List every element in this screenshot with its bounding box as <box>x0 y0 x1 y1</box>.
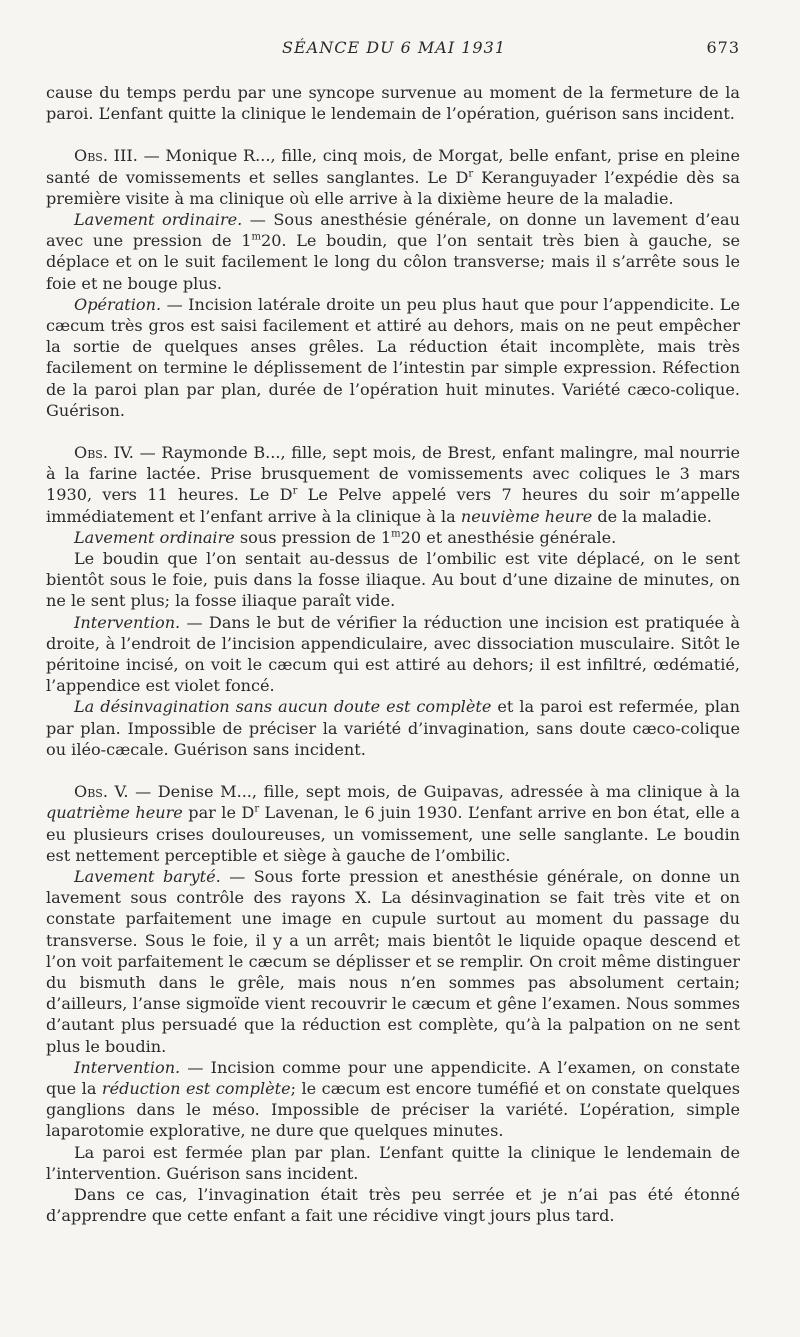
running-title: SÉANCE DU 6 MAI 1931 <box>282 38 506 57</box>
obs-5-recidive: Dans ce cas, l’invagination était très peu serrée et je n’ai pas été étonné d’apprendre que cette enfant a fait une récidive vingt jours plus tard. <box>46 1184 740 1226</box>
obs-4-intro <box>46 442 740 527</box>
obs-5-intervention <box>46 1057 740 1142</box>
obs-4-intervention <box>46 612 740 697</box>
section-heading-italic: Lavement ordinaire. <box>74 210 243 230</box>
paragraph-continuation: cause du temps perdu par une syncope survenue au moment de la fermeture de la paroi. L’enfant quitte la clinique le lendemain de l’opération, guérison sans incident. <box>46 83 740 124</box>
superscript: m <box>391 528 401 540</box>
text-run: 20. Le boudin, que l’on sentait très bien à gauche, se déplace et on le suit facilement le long du côlon transverse; mais il s’arrête sous le foie et ne bouge plus. <box>46 231 741 293</box>
superscript: r <box>254 803 260 815</box>
obs-label: Obs. III. <box>74 146 138 166</box>
text-run: Lavenan, le 6 juin 1930. L’enfant arrive en bon état, elle a eu plusieurs crises douloureuses, un vomissement, une selle sanglante. Le boudin est nettement perceptible et siège à gauche de l’ombilic. <box>46 803 740 865</box>
text-run: — Sous forte pression et anesthésie générale, on donne un lavement sous contrôle des rayons X. La désinvagination se fait très vite et on constate parfaitement une image en cupule surtout au moment du passage du transverse. Sous le foie, il y a un arrêt; mais bientôt le liquide opaque descend et l’on voit parfaitement le cæcum se déplisser et se remplir. On croit même distinguer du bismuth dans le grêle, mais nous n’en sommes pas absolument certain; d’ailleurs, l’anse sigmoïde vient recouvrir le cæcum et gêne l’examen. Nous sommes d’autant plus persuadé que la réduction est complète, qu’à la palpation on ne sent plus le boudin. <box>46 866 740 1056</box>
section-heading-italic: Intervention. <box>74 612 181 632</box>
text-run: Le Pelve appelé vers 7 heures du soir m’appelle immédiatement et l’enfant arrive à la clinique à la <box>46 485 740 526</box>
obs-4-boudin: Le boudin que l’on sentait au-dessus de l’ombilic est vite déplacé, on le sent bientôt sous le foie, puis dans la fosse iliaque. Au bout d’une dizaine de minutes, on ne le sent plus; la fosse iliaque paraît vide. <box>46 549 740 611</box>
text-run: ; le cæcum est encore tuméfié et on constate quelques ganglions dans le méso. Impossible de préciser la variété. L’opération, simple laparotomie explorative, ne dure que quelques minutes. <box>46 1078 740 1141</box>
obs-4-lavement <box>46 527 740 548</box>
text-run: — Dans le but de vérifier la réduction une incision est pratiquée à droite, à l’endroit de l’incision appendiculaire, avec dissociation musculaire. Sitôt le péritoine incisé, on voit le cæcum qui est attiré au dehors; il est infiltré, œdématié, l’appendice est violet foncé. <box>46 612 740 696</box>
obs-label: Obs. V. <box>74 782 129 802</box>
section-heading-italic: Lavement baryté. <box>74 866 221 886</box>
italic-phrase: neuvième heure <box>460 506 593 526</box>
section-heading-italic: Intervention. <box>74 1057 181 1077</box>
obs-5-paroi: La paroi est fermée plan par plan. L’enfant quitte la clinique le lendemain de l’intervention. Guérison sans incident. <box>46 1142 740 1183</box>
text-run: — Sous anesthésie générale, on donne un lavement d’eau avec une pression de 1 <box>46 210 740 251</box>
text-run: par le D <box>182 803 255 823</box>
text-run: de la maladie. <box>592 506 712 526</box>
text-run: Keranguyader l’expédie dès sa première visite à ma clinique où elle arrive à la dixième heure de la maladie. <box>46 167 740 208</box>
body-text <box>46 82 740 1226</box>
superscript: m <box>251 231 261 243</box>
italic-phrase: La désinvagination sans aucun doute est complète <box>74 697 492 717</box>
page-header <box>48 38 740 58</box>
italic-phrase: réduction est complète <box>101 1078 291 1098</box>
section-heading-italic: Lavement ordinaire <box>74 527 235 547</box>
superscript: r <box>292 486 298 498</box>
page-number: 673 <box>706 38 740 57</box>
obs-label: Obs. IV. <box>74 443 134 463</box>
text-run: — Raymonde B..., fille, sept mois, de Brest, enfant malingre, mal nourrie à la farine lactée. Prise brusquement de vomissements avec coliques le 3 mars 1930, vers 11 heures. Le D <box>46 443 740 505</box>
obs-5-intro <box>46 781 740 866</box>
obs-4-conclusion <box>46 696 740 760</box>
text-run: — Monique R..., fille, cinq mois, de Morgat, belle enfant, prise en pleine santé de vomissements et selles sanglantes. Le D <box>46 146 741 187</box>
italic-phrase: quatrième heure <box>46 803 183 823</box>
text-run: — Incision comme pour une appendicite. A l’examen, on constate que la <box>46 1057 740 1098</box>
obs-3-lavement <box>46 209 740 294</box>
text-run: — Incision latérale droite un peu plus haut que pour l’appendicite. Le cæcum très gros est saisi facilement et attiré au dehors, mais on ne peut empêcher la sortie de quelques anses grêles. La réduction était incomplète, mais très facilement on termine le déplissement de l’intestin par simple expression. Réfection de la paroi plan par plan, durée de l’opération huit minutes. Variété cæco-colique. Guérison. <box>46 294 740 420</box>
text-run: sous pression de 1 <box>234 527 392 547</box>
obs-3-intro <box>46 145 740 209</box>
superscript: r <box>468 168 474 180</box>
section-heading-italic: Opération. <box>74 294 162 314</box>
text-run: 20 et anesthésie générale. <box>400 527 617 547</box>
text-run: — Denise M..., fille, sept mois, de Guipavas, adressée à ma clinique à la <box>128 782 741 802</box>
obs-3-operation <box>46 294 740 421</box>
obs-5-lavement <box>46 866 740 1057</box>
text-run: et la paroi est refermée, plan par plan. Impossible de préciser la variété d’invagination, sans doute cæco-colique ou iléo-cæcale. Guérison sans incident. <box>46 697 740 759</box>
